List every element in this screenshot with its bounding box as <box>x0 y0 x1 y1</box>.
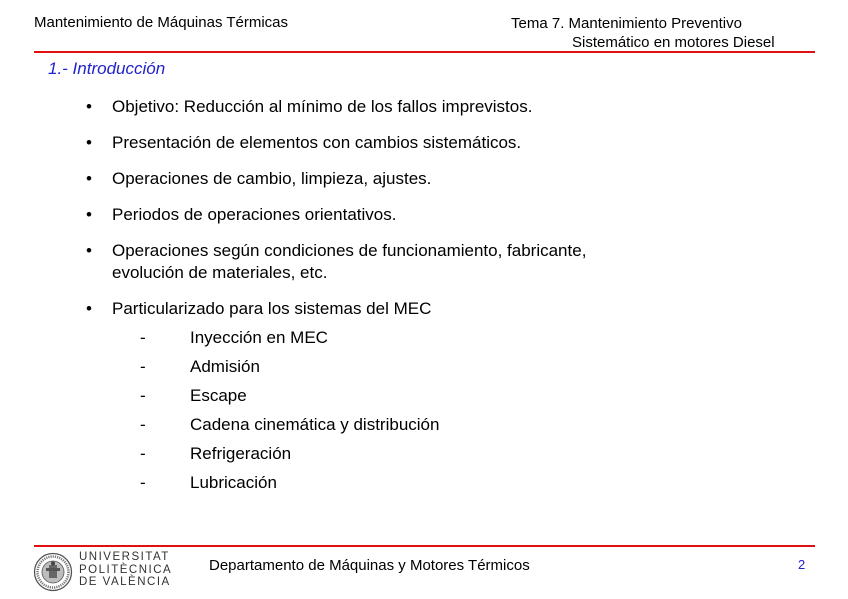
university-seal-icon <box>33 552 73 592</box>
sub-text: Cadena cinemática y distribución <box>190 415 440 434</box>
bullet-text: Periodos de operaciones orientativos. <box>112 205 397 224</box>
header-divider <box>34 51 815 53</box>
header-left: Mantenimiento de Máquinas Térmicas <box>34 14 289 31</box>
bullet-text: Particularizado para los sistemas del MEC <box>112 299 432 318</box>
bullet-marker: • <box>86 205 92 224</box>
bullet-item <box>84 96 784 118</box>
logo-line: POLITÈCNICA <box>79 563 173 576</box>
bullet-item <box>84 204 784 226</box>
sub-marker: - <box>140 415 146 434</box>
sub-item <box>112 414 784 436</box>
bullet-text: Operaciones según condiciones de funcionamiento, fabricante, evolución de materiales, etc. <box>112 241 587 282</box>
bullet-text: Presentación de elementos con cambios sistemáticos. <box>112 133 522 152</box>
footer-department: Departamento de Máquinas y Motores Térmicos <box>209 557 530 574</box>
sub-item <box>112 385 784 407</box>
sub-text: Refrigeración <box>190 444 292 463</box>
sub-text: Escape <box>190 386 247 405</box>
bullet-item <box>84 132 784 154</box>
bullet-item <box>84 240 632 284</box>
sub-marker: - <box>140 444 146 463</box>
sub-text: Inyección en MEC <box>190 328 328 347</box>
sub-list <box>112 327 784 494</box>
bullet-marker: • <box>86 133 92 152</box>
sub-item <box>112 443 784 465</box>
footer-divider <box>34 545 815 547</box>
bullet-list <box>84 96 784 508</box>
bullet-item <box>84 168 784 190</box>
bullet-marker: • <box>86 241 92 260</box>
sub-item <box>112 472 784 494</box>
header-right <box>511 14 775 52</box>
bullet-marker: • <box>86 97 92 116</box>
sub-marker: - <box>140 386 146 405</box>
section-title: 1.- Introducción <box>48 59 166 78</box>
sub-marker: - <box>140 328 146 347</box>
sub-marker: - <box>140 473 146 492</box>
sub-text: Admisión <box>190 357 260 376</box>
logo-line: DE VALÈNCIA <box>79 576 171 588</box>
header-right-line2: Sistemático en motores Diesel <box>572 34 775 51</box>
header-right-line1: Tema 7. Mantenimiento Preventivo <box>511 15 742 32</box>
page-number: 2 <box>798 557 806 572</box>
sub-item <box>112 356 784 378</box>
sub-marker: - <box>140 357 146 376</box>
university-logo-text <box>79 551 172 589</box>
logo-line: UNIVERSITAT <box>79 551 170 563</box>
sub-item <box>112 327 784 349</box>
bullet-text: Operaciones de cambio, limpieza, ajustes. <box>112 169 432 188</box>
bullet-text: Objetivo: Reducción al mínimo de los fallos imprevistos. <box>112 97 533 116</box>
bullet-item <box>84 298 784 494</box>
sub-text: Lubricación <box>190 473 277 492</box>
bullet-marker: • <box>86 299 92 318</box>
bullet-marker: • <box>86 169 92 188</box>
